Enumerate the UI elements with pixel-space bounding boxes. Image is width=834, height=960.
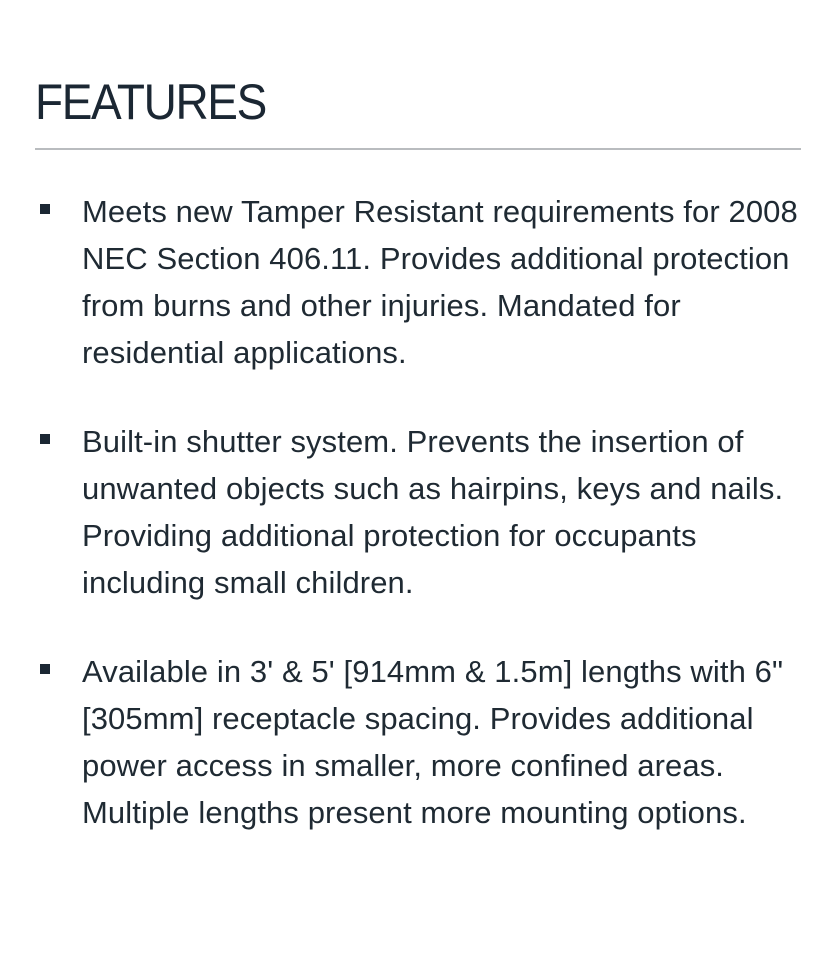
feature-text: Available in 3' & 5' [914mm & 1.5m] lengths with 6" [305mm] receptacle spacing. Provides additional power access in smaller, more confined areas. Multiple lengths present more mounting options.	[82, 654, 784, 830]
feature-item-shutter-system	[35, 418, 801, 606]
feature-text: Built-in shutter system. Prevents the insertion of unwanted objects such as hairpins, keys and nails. Providing additional protection for occupants including small children.	[82, 424, 784, 600]
features-section	[35, 0, 801, 830]
feature-list	[35, 188, 801, 878]
section-title: FEATURES	[35, 74, 266, 130]
title-divider	[35, 148, 801, 150]
feature-item-lengths	[35, 648, 801, 836]
square-bullet-icon	[40, 434, 50, 444]
square-bullet-icon	[40, 204, 50, 214]
feature-text: Meets new Tamper Resistant requirements for 2008 NEC Section 406.11. Provides additional protection from burns and other injuries. Mandated for residential applications.	[82, 194, 798, 370]
square-bullet-icon	[40, 664, 50, 674]
feature-item-tamper-resistant	[35, 188, 801, 376]
